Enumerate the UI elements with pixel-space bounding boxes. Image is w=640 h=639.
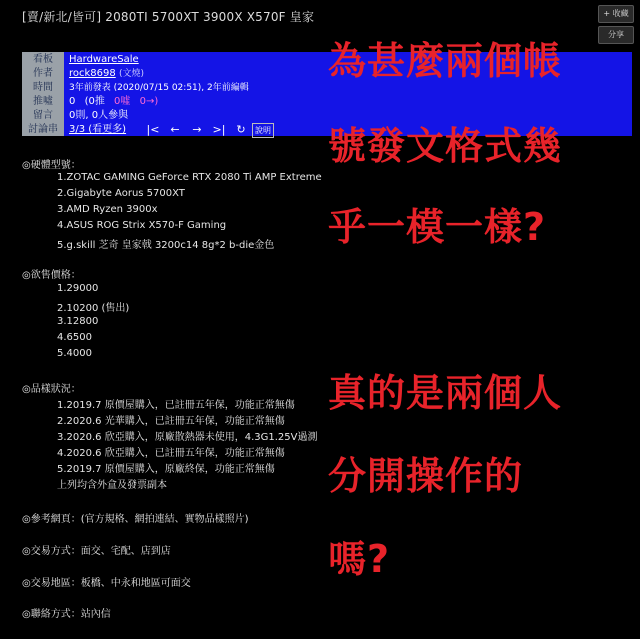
hardware-item: 2.Gigabyte Aorus 5700XT [57,188,185,199]
contact-line: ◎聯絡方式：站內信 [22,609,111,620]
comments-value: 0則, 0人參與 [69,110,129,121]
hardware-item: 1.ZOTAC GAMING GeForce RTX 2080 Ti AMP Extreme [57,172,322,183]
condition-item: 5.2019.7 原價屋購入，原廠終保，功能正常無傷 [57,464,275,475]
board-link[interactable]: HardwareSale [69,54,139,65]
condition-item: 3.2020.6 欣亞購入，原廠散熱器未使用，4.3G1.25V過測 [57,432,318,443]
author-nick: (文燒) [118,69,144,79]
overlay-line: 號發文格式幾 [328,124,563,168]
meta-label: 推噓 [33,96,53,107]
arrow-left-icon[interactable]: ← [170,123,180,136]
last-page-icon[interactable]: >| [212,123,226,136]
condition-item: 上列均含外盒及發票副本 [57,480,167,491]
trade-method-line: ◎交易方式：面交、宅配、店到店 [22,546,171,557]
boo-count: 0噓 [114,96,131,107]
vote-value [69,95,158,109]
post-title: [賣/新北/皆可] 2080TI 5700XT 3900X X570F 皇家 [22,10,315,24]
overlay-line: 嗎? [328,537,391,581]
hardware-item: 4.ASUS ROG Strix X570-F Gaming [57,220,227,231]
trade-area-line: ◎交易地區：板橋、中永和地區可面交 [22,578,191,589]
condition-item: 1.2019.7 原價屋購入，已註冊五年保，功能正常無傷 [57,400,295,411]
help-button[interactable]: 說明 [252,123,274,138]
meta-label: 看板 [33,54,53,65]
condition-item: 2.2020.6 光華購入，已註冊五年保，功能正常無傷 [57,416,285,427]
refresh-icon[interactable]: ↻ [236,123,246,136]
meta-label: 留言 [33,110,53,121]
price-item: 3.12800 [57,316,99,327]
price-item: 5.4000 [57,348,92,359]
title-bar [0,0,640,39]
thread-nav [144,123,254,137]
meta-label: 作者 [33,68,53,79]
reference-line: ◎參考網頁：(官方規格、網拍連結、實物品樣照片) [22,514,249,525]
overlay-line: 乎一模一樣? [328,205,547,249]
condition-item: 4.2020.6 欣亞購入，已註冊五年保，功能正常無傷 [57,448,285,459]
author-link[interactable]: rock8698 [69,68,116,79]
condition-heading: ◎品樣狀況： [22,384,81,395]
thread-link[interactable]: 3/3 (看更多) [69,124,127,135]
overlay-line: 分開操作的 [328,454,524,498]
hardware-item: 3.AMD Ryzen 3900x [57,204,158,215]
meta-label: 時間 [33,82,53,93]
author-value [69,67,144,81]
time-value: 3年前發表 (2020/07/15 02:51), 2年前編輯 [69,83,249,93]
price-item: 4.6500 [57,332,92,343]
overlay-line: 為甚麼兩個帳 [328,39,563,83]
overlay-line: 真的是兩個人 [328,371,563,415]
share-button[interactable]: 分享 [598,26,634,44]
hardware-item: 5.g.skill 芝奇 皇家戟 3200c14 8g*2 b-die金色 [57,240,275,251]
arrow-count: 0→) [139,96,159,107]
price-item: 2.10200 (售出) [57,303,130,314]
vote-total: 0 [69,96,76,107]
price-item: 1.29000 [57,283,99,294]
meta-row-vote [22,95,632,109]
favorite-button[interactable]: + 收藏 [598,5,634,23]
hardware-heading: ◎硬體型號： [22,160,81,171]
meta-label: 討論串 [28,124,58,135]
price-heading: ◎欲售價格： [22,270,81,281]
push-count: (0推 [84,96,105,107]
first-page-icon[interactable]: |< [146,123,160,136]
arrow-right-icon[interactable]: → [192,123,202,136]
